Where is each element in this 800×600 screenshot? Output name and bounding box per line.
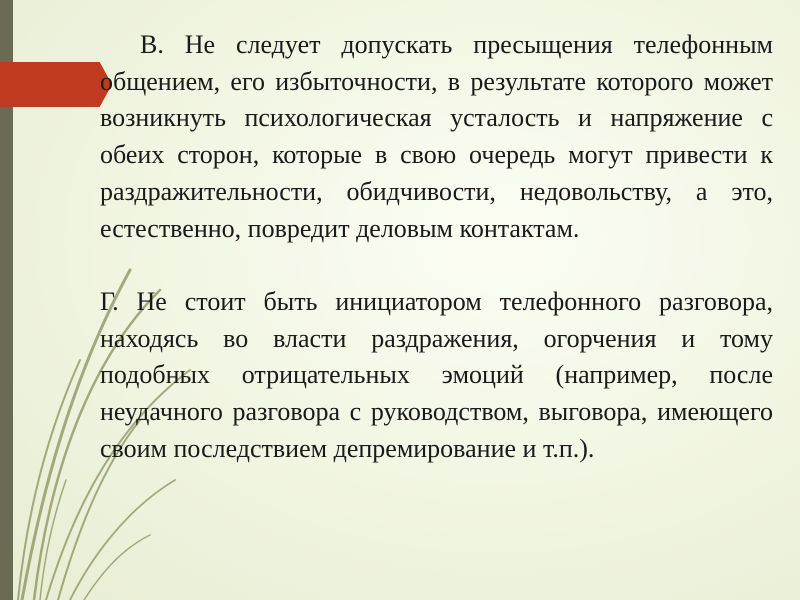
accent-tab-shape — [0, 62, 112, 107]
paragraph-spacer — [100, 247, 773, 284]
paragraph-v: В. Не следует допускать пресыщения телефонным общением, его избыточности, в результате которого может возникнуть психологическая усталость и напряжение с обеих сторон, которые в свою очередь могут привести к раздражительности, обидчивости, недовольству, а это, естественно, повредит деловым контактам. — [100, 30, 773, 243]
paragraph-g: Г. Не стоит быть инициатором телефонного разговора, находясь во власти раздражения, огорчения и тому подобных отрицательных эмоций (например, после неудачного разговора с руководством, выговора, имеющего своим последствием депремирование и т.п.). — [100, 286, 773, 463]
slide-text-body — [100, 27, 773, 467]
